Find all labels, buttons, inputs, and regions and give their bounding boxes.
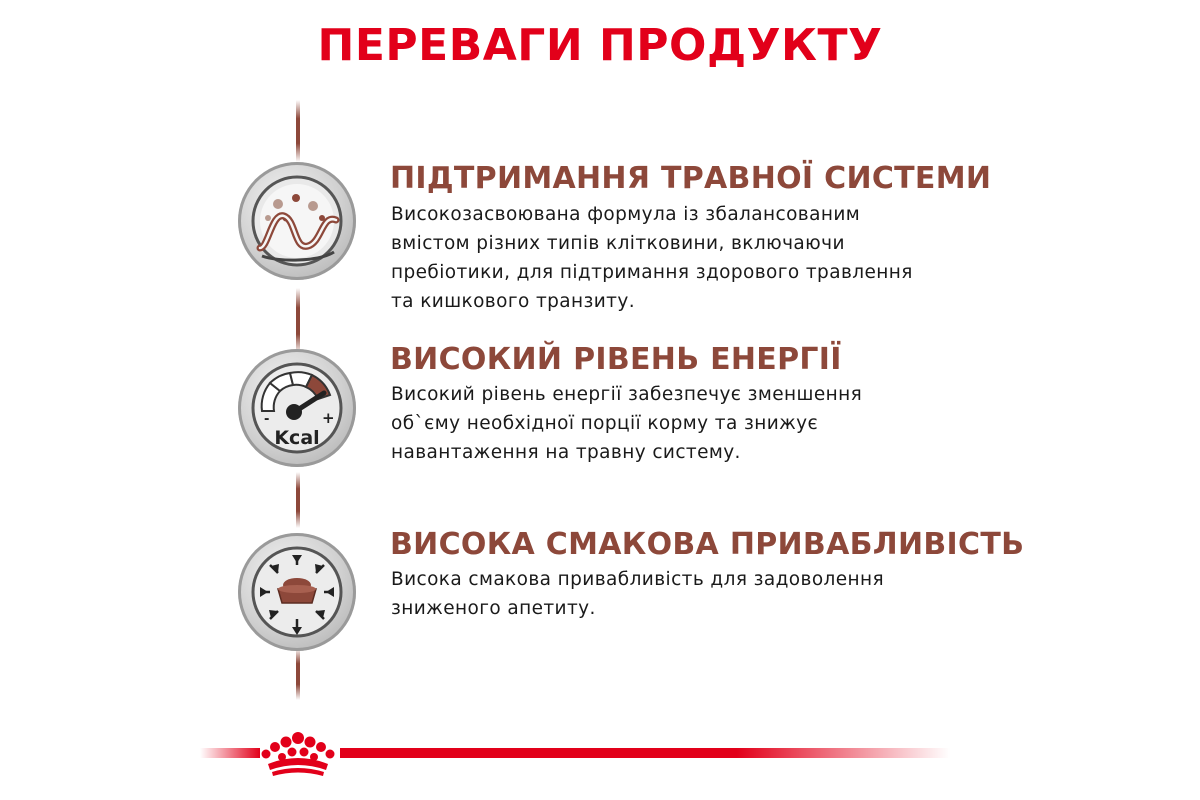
description-line: зниженого апетиту. — [391, 598, 596, 619]
description-line: вмістом різних типів клітковини, включаючи — [391, 233, 845, 254]
timeline-segment — [296, 100, 300, 162]
footer-line-right — [340, 748, 950, 758]
description-line: навантаження на травну систему. — [391, 442, 741, 463]
description-line: Високий рівень енергії забезпечує зменшення — [391, 384, 863, 405]
feature-title: ВИСОКИЙ РІВЕНЬ ЕНЕРГІЇ — [390, 342, 842, 377]
timeline-segment — [296, 648, 300, 700]
feature-description — [391, 380, 961, 467]
gauge-plus-label: + — [322, 409, 335, 427]
kcal-gauge-icon — [238, 349, 356, 467]
feature-description — [391, 565, 961, 623]
digestive-system-icon — [238, 162, 356, 280]
footer-line-left — [200, 748, 260, 758]
feature-title: ВИСОКА СМАКОВА ПРИВАБЛИВІСТЬ — [390, 527, 1025, 562]
description-line: Високозасвоювана формула із збалансованим — [391, 204, 861, 225]
food-bowl-arrows-icon — [238, 533, 356, 651]
timeline-segment — [296, 288, 300, 354]
description-line: та кишкового транзиту. — [391, 291, 635, 312]
description-line: об`єму необхідної порції корму та знижує — [391, 413, 819, 434]
description-line: пребіотики, для підтримання здорового травлення — [391, 262, 913, 283]
feature-title: ПІДТРИМАННЯ ТРАВНОЇ СИСТЕМИ — [390, 161, 992, 196]
description-line: Висока смакова привабливість для задоволення — [391, 569, 885, 590]
feature-description — [391, 200, 961, 316]
royal-crown-logo-icon — [256, 730, 340, 782]
page-title: ПЕРЕВАГИ ПРОДУКТУ — [317, 20, 883, 71]
gauge-minus-label: - — [264, 412, 270, 427]
kcal-label: Kcal — [274, 427, 320, 449]
timeline-segment — [296, 472, 300, 528]
